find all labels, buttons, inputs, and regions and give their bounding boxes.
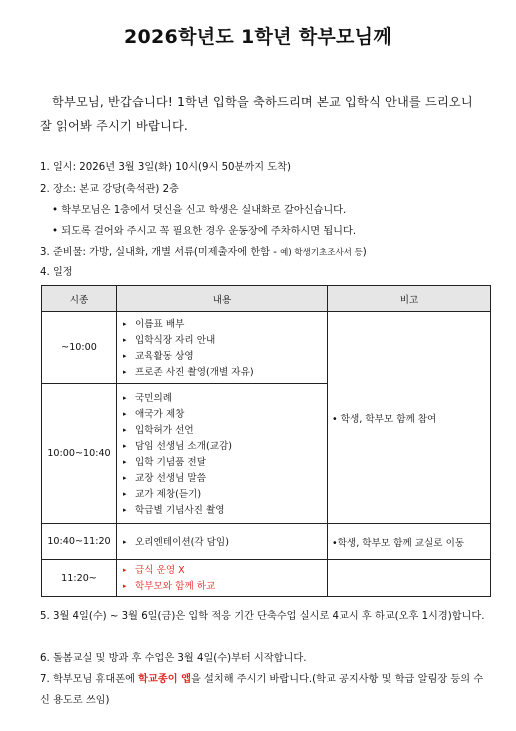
list-item: [123, 486, 327, 502]
place-note-2: [52, 222, 356, 237]
list-item-text: 입학허가 선언: [135, 424, 194, 436]
list-item: [123, 470, 327, 486]
dot-bullet-icon: •: [52, 226, 62, 237]
triangle-bullet-icon: ▸: [123, 367, 127, 376]
triangle-bullet-icon: ▸: [123, 425, 127, 434]
triangle-bullet-icon: ▸: [123, 409, 127, 418]
list-item: [123, 422, 327, 438]
item7-post: 을 설치해 주시기 바랍니다.(학교 공지사항 및 학급 알림장 등의 수신 용도로 쓰임): [40, 674, 484, 706]
list-item: [123, 364, 327, 380]
triangle-bullet-icon: ▸: [123, 441, 127, 450]
header-note: 비고: [328, 286, 491, 312]
intro-paragraph: 학부모님, 반갑습니다! 1학년 입학을 축하드리며 본교 입학식 안내를 드리오니 잘 읽어봐 주시기 바랍니다.: [40, 95, 473, 133]
list-item: [123, 438, 327, 454]
triangle-bullet-icon: ▸: [123, 351, 127, 360]
row-content: [117, 312, 328, 384]
item-place: 2. 장소: 본교 강당(축석관) 2층: [40, 184, 179, 195]
list-item: [123, 562, 327, 578]
list-item: [123, 502, 327, 518]
list-item: [123, 534, 327, 550]
row-content: [117, 384, 328, 524]
supplies-example: 예) 학생기초조사서 등: [280, 248, 363, 258]
triangle-bullet-icon: ▸: [123, 319, 127, 328]
list-item: [123, 454, 327, 470]
row-note: •학생, 학부모 함께 교실로 이동: [328, 524, 491, 560]
supplies-close: ): [362, 247, 367, 258]
schedule-table: [41, 285, 491, 597]
row-time: 10:00~10:40: [42, 384, 117, 524]
place-note-1: [52, 201, 346, 216]
list-item-text: 애국가 제창: [135, 408, 185, 420]
list-item-text: 학급별 기념사진 촬영: [135, 504, 225, 516]
list-item-text: 교장 선생님 말씀: [135, 472, 206, 484]
triangle-bullet-icon: ▸: [123, 457, 127, 466]
table-row: [42, 560, 491, 597]
triangle-bullet-icon: ▸: [123, 537, 127, 546]
row-content: [117, 560, 328, 597]
triangle-bullet-icon: ▸: [123, 473, 127, 482]
footer-item-5: 5. 3월 4일(수) ~ 3월 6일(금)은 입학 적응 기간 단축수업 실시로 4교시 후 하교(오후 1시경)합니다.: [40, 611, 485, 622]
triangle-bullet-icon: ▸: [123, 393, 127, 402]
document-title: 2026학년도 1학년 학부모님께: [124, 26, 392, 48]
triangle-bullet-icon: ▸: [123, 505, 127, 514]
row-time: 10:40~11:20: [42, 524, 117, 560]
table-row: [42, 312, 491, 384]
list-item: [123, 332, 327, 348]
list-item-text: 교가 제창(듣기): [135, 488, 202, 500]
item7-pre: 7. 학부모님 휴대폰에: [40, 674, 139, 685]
header-time: 시종: [42, 286, 117, 312]
list-item-text: 입학 기념품 전달: [135, 456, 206, 468]
list-item-text: 담임 선생님 소개(교감): [135, 440, 232, 452]
list-item-text: 급식 운영 X: [135, 565, 185, 576]
header-content: 내용: [117, 286, 328, 312]
list-item-text: 프로존 사진 촬영(개별 자유): [135, 366, 254, 378]
list-item-text: 국민의례: [135, 392, 173, 404]
list-item-text: 이름표 배부: [135, 318, 185, 330]
footer-item-6: 6. 돌봄교실 및 방과 후 수업은 3월 4일(수)부터 시작합니다.: [40, 653, 307, 664]
item-date: 1. 일시: 2026년 3월 3일(화) 10시(9시 50분까지 도착): [40, 162, 291, 173]
triangle-bullet-icon: ▸: [123, 582, 127, 590]
schedule-heading: 4. 일정: [40, 267, 73, 278]
list-item: [123, 406, 327, 422]
footer-item-7: [40, 669, 490, 711]
triangle-bullet-icon: ▸: [123, 566, 127, 574]
row-time: 11:20~: [42, 560, 117, 597]
supplies-text: 3. 준비물: 가방, 실내화, 개별 서류(미제출자에 한함 -: [40, 247, 281, 258]
list-item-text: 학부모와 함께 하교: [135, 581, 216, 592]
triangle-bullet-icon: ▸: [123, 335, 127, 344]
row-time: ~10:00: [42, 312, 117, 384]
dot-bullet-icon: •: [52, 205, 62, 216]
triangle-bullet-icon: ▸: [123, 489, 127, 498]
place-note-2-text: 되도록 걸어와 주시고 꼭 필요한 경우 운동장에 주차하시면 됩니다.: [61, 226, 357, 237]
list-item: [123, 348, 327, 364]
schedule-header-row: [42, 286, 491, 312]
merged-note: • 학생, 학부모 함께 참여: [328, 312, 491, 524]
app-highlight: 학교종이 앱: [138, 674, 191, 685]
list-item: [123, 578, 327, 594]
list-item: [123, 316, 327, 332]
place-note-1-text: 학부모님은 1층에서 덧신을 신고 학생은 실내화로 갈아신습니다.: [61, 205, 347, 216]
row-note-empty: [328, 560, 491, 597]
list-item-text: 오리엔테이션(각 담임): [135, 536, 229, 548]
list-item: [123, 390, 327, 406]
list-item-text: 교육활동 상영: [135, 350, 194, 362]
table-row: [42, 524, 491, 560]
item-supplies: [40, 243, 367, 258]
row-content: [117, 524, 328, 560]
list-item-text: 입학식장 자리 안내: [135, 334, 216, 346]
